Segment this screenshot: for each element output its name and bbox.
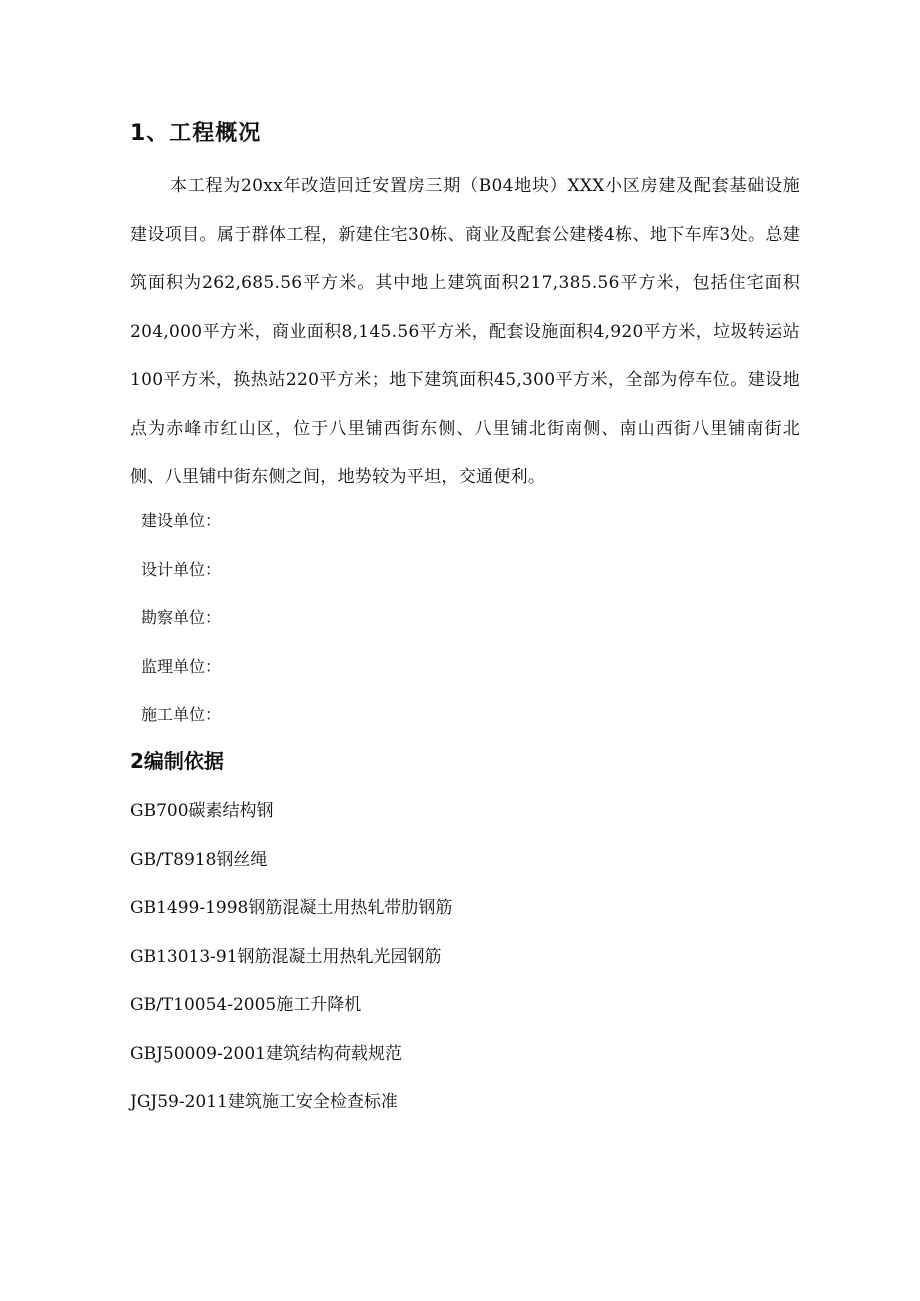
- reference-item: GBJ50009-2001建筑结构荷载规范: [130, 1044, 402, 1064]
- section-2-heading: 2编制依据: [130, 749, 224, 773]
- unit-contractor: 施工单位：: [141, 705, 222, 724]
- reference-item: JGJ59-2011建筑施工安全检查标准: [130, 1092, 398, 1112]
- reference-item: GB13013-91钢筋混凝土用热轧光园钢筋: [130, 947, 442, 967]
- reference-item: GB1499-1998钢筋混凝土用热轧带肋钢筋: [130, 898, 453, 918]
- unit-supervision: 监理单位：: [141, 657, 222, 676]
- reference-item: GB/T8918钢丝绳: [130, 850, 268, 870]
- unit-design: 设计单位：: [141, 560, 222, 579]
- unit-construction-owner: 建设单位：: [141, 511, 222, 530]
- reference-item: GB/T10054-2005施工升降机: [130, 995, 362, 1015]
- reference-item: GB700碳素结构钢: [130, 801, 274, 821]
- project-overview-paragraph: 本工程为20xx年改造回迁安置房三期（B04地块）XXX小区房建及配套基础设施建设项目。属于群体工程，新建住宅30栋、商业及配套公建楼4栋、地下车库3处。总建筑面积为262,685.56平方米。其中地上建筑面积217,385.56平方米，包括住宅面积204,000平方米，商业面积8,145.56平方米，配套设施面积4,920平方米，垃圾转运站100平方米，换热站220平方米；地下建筑面积45,300平方米，全部为停车位。建设地点为赤峰市红山区，位于八里铺西街东侧、八里铺北街南侧、南山西街八里铺南街北侧、八里铺中街东侧之间，地势较为平坦，交通便利。: [130, 176, 800, 487]
- section-1-heading: 1、工程概况: [130, 121, 262, 146]
- unit-survey: 勘察单位：: [141, 608, 222, 627]
